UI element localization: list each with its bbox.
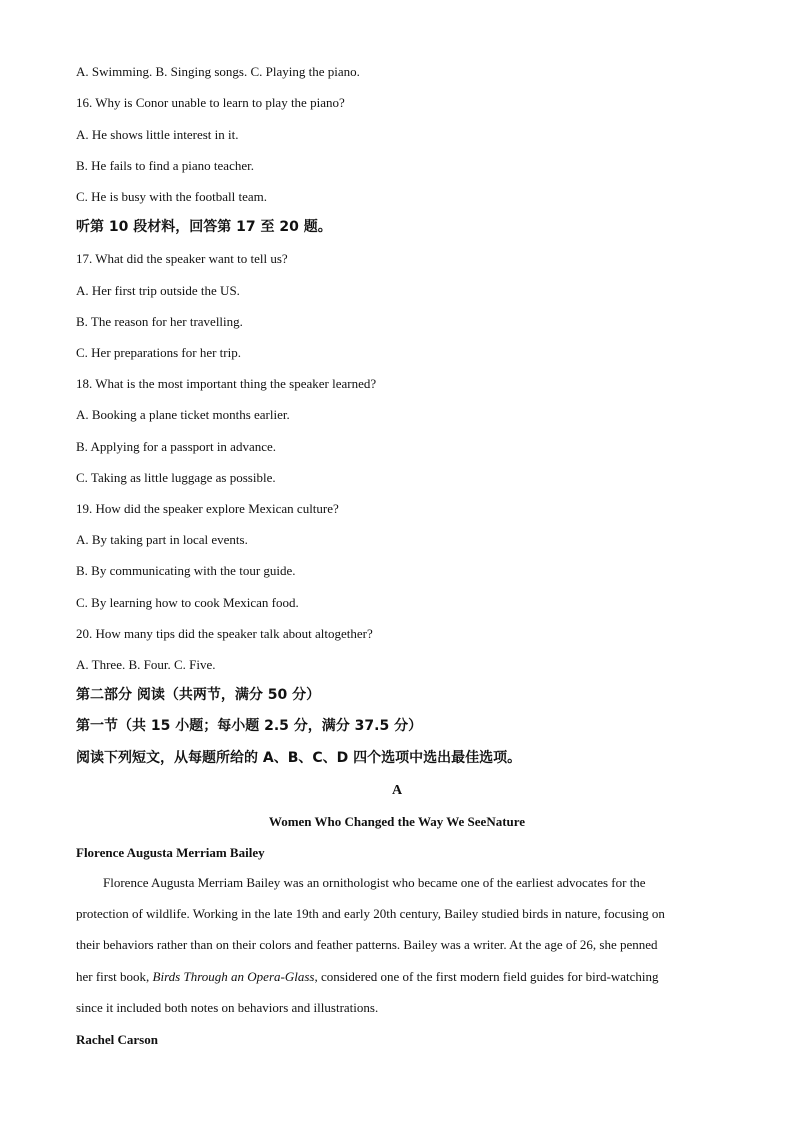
question-19-option-c: C. By learning how to cook Mexican food. [76,595,299,610]
question-15-options: A. Swimming. B. Singing songs. C. Playing the piano. [76,64,360,79]
paragraph-line: since it included both notes on behaviors and illustrations. [76,999,379,1015]
paragraph-text: her first book, [76,968,153,984]
part-2-heading: 第二部分 阅读（共两节，满分 50 分） [76,687,321,703]
question-18: 18. What is the most important thing the speaker learned? [76,376,377,391]
question-19: 19. How did the speaker explore Mexican culture? [76,501,339,516]
question-19-option-a: A. By taking part in local events. [76,532,248,547]
paragraph-line: protection of wildlife. Working in the late 19th and early 20th century, Bailey studied birds in nature, focusing on [76,906,665,922]
section-1-heading: 第一节（共 15 小题；每小题 2.5 分，满分 37.5 分） [76,718,423,734]
paragraph-line: their behaviors rather than on their colors and feather patterns. Bailey was a writer. At the age of 26, she penned [76,937,658,953]
question-16-option-a: A. He shows little interest in it. [76,127,239,142]
question-17-option-c: C. Her preparations for her trip. [76,345,241,360]
question-20: 20. How many tips did the speaker talk about altogether? [76,626,373,641]
paragraph-text: , considered one of the first modern field guides for bird-watching [314,968,659,984]
question-18-option-c: C. Taking as little luggage as possible. [76,470,276,485]
passage-title: Women Who Changed the Way We SeeNature [268,814,526,829]
question-20-options: A. Three. B. Four. C. Five. [76,657,216,672]
question-19-option-b: B. By communicating with the tour guide. [76,563,296,578]
question-18-option-b: B. Applying for a passport in advance. [76,439,277,454]
book-title: Birds Through an Opera-Glass [152,968,315,984]
section-heading-carson: Rachel Carson [76,1032,158,1047]
reading-instructions: 阅读下列短文，从每题所给的 A、B、C、D 四个选项中选出最佳选项。 [76,750,522,766]
question-16-option-b: B. He fails to find a piano teacher. [76,158,254,173]
paragraph-line: Florence Augusta Merriam Bailey was an ornithologist who became one of the earliest advocates for the [103,875,646,890]
passage-letter: A [391,783,403,798]
question-17: 17. What did the speaker want to tell us? [76,251,288,266]
question-16: 16. Why is Conor unable to learn to play the piano? [76,95,345,110]
question-16-option-c: C. He is busy with the football team. [76,189,268,204]
question-17-option-a: A. Her first trip outside the US. [76,283,240,298]
paragraph-bailey [76,867,726,1023]
question-18-option-a: A. Booking a plane ticket months earlier. [76,407,290,422]
paragraph-line [76,961,726,992]
section-heading-bailey: Florence Augusta Merriam Bailey [76,845,265,860]
question-17-option-b: B. The reason for her travelling. [76,314,243,329]
section-10-heading: 听第 10 段材料，回答第 17 至 20 题。 [76,219,332,235]
